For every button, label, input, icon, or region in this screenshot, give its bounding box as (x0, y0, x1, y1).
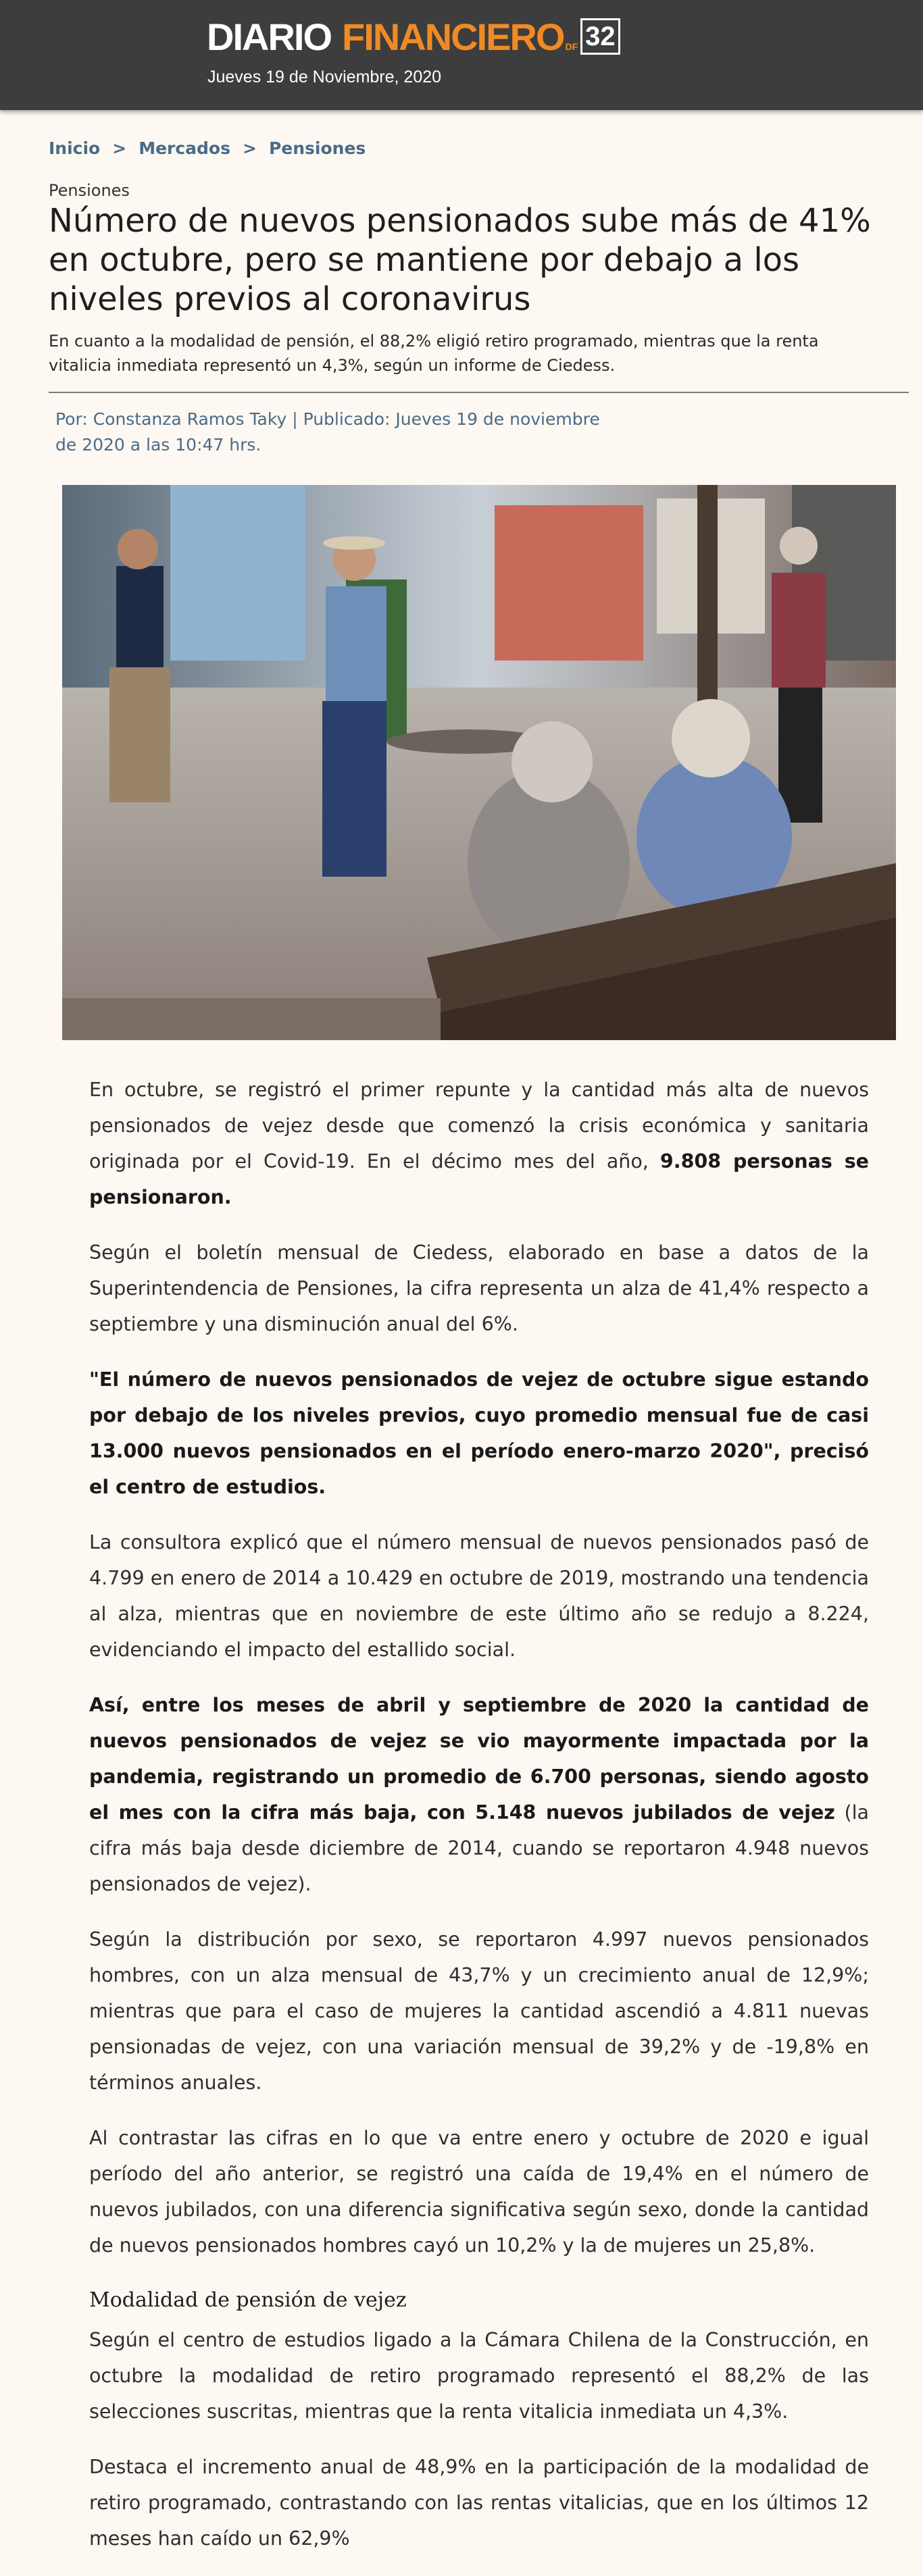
article-photo (62, 485, 896, 1040)
breadcrumb-link-pensiones[interactable]: Pensiones (268, 138, 366, 158)
site-logo[interactable] (207, 15, 620, 58)
paragraph-8: Según el centro de estudios ligado a la Cámara Chilena de la Construcción, en octubre la modalidad de retiro programado representó el 88,2% de las selecciones suscritas, mientras que la renta vitalicia inmediata un 4,3%. (89, 2329, 869, 2423)
article-subheading: Modalidad de pensión de vejez (89, 2288, 407, 2312)
paragraph-2: Según el boletín mensual de Ciedess, elaborado en base a datos de la Superintendencia de Pensiones, la cifra representa un alza de 41,4% respecto a septiembre y una disminución anual del 6%. (89, 1241, 869, 1335)
section-label: Pensiones (49, 181, 130, 200)
paragraph-1-text: En octubre, se registró el primer repunte y la cantidad más alta de nuevos pensionados de vejez desde que comenzó la crisis económica y sanitaria originada por el Covid-19. En el décimo mes del año, (89, 1079, 869, 1173)
logo-anniversary-box: 32 (580, 18, 620, 55)
paragraph-3 (89, 1362, 869, 1505)
article-title: Número de nuevos pensionados sube más de 41% en octubre, pero se mantiene por debajo a los niveles previos al coronavirus (49, 202, 871, 318)
paragraph-9: Destaca el incremento anual de 48,9% en la participación de la modalidad de retiro programado, contrastando con las rentas vitalicias, que en los últimos 12 meses han caído un 62,9% (89, 2456, 869, 2550)
paragraph-1 (89, 1072, 869, 1215)
article-byline: Por: Constanza Ramos Taky | Publicado: Jueves 19 de noviembre de 2020 a las 10:47 hrs. (55, 409, 600, 455)
paragraph-3-attribution: , precisó el centro de estudios. (89, 1440, 869, 1498)
breadcrumb (49, 138, 366, 158)
breadcrumb-link-mercados[interactable]: Mercados (139, 138, 230, 158)
paragraph-5-lead: Así, (89, 1694, 142, 1716)
paragraph-5-highlight: entre los meses de abril y septiembre de 2020 la cantidad de nuevos pensionados de vejez se vio mayormente impactada por la pandemia, registrando un promedio de 6.700 personas, siendo agosto el mes con la cifra más baja, con 5.148 nuevos jubilados de vejez (89, 1694, 869, 1824)
breadcrumb-link-inicio[interactable]: Inicio (49, 138, 101, 158)
logo-word-diario: DIARIO (207, 15, 331, 58)
breadcrumb-separator: > (243, 138, 257, 158)
paragraph-6: Según la distribución por sexo, se reportaron 4.997 nuevos pensionados hombres, con un alza mensual de 43,7% y un crecimiento anual de 12,9%; mientras que para el caso de mujeres la cantidad ascendió a 4.811 nuevas pensionadas de vejez, con una variación mensual de 39,2% y de -19,8% en términos anuales. (89, 1928, 869, 2094)
header-date: Jueves 19 de Noviembre, 2020 (207, 68, 442, 86)
logo-df-mark: DF (565, 41, 578, 52)
paragraph-4: La consultora explicó que el número mensual de nuevos pensionados pasó de 4.799 en enero de 2014 a 10.429 en octubre de 2019, mostrando una tendencia al alza, mientras que en noviembre de este último año se redujo a 8.224, evidenciando el impacto del estallido social. (89, 1531, 869, 1661)
article-body (89, 1072, 869, 2576)
header-divider (49, 392, 909, 393)
site-header (0, 0, 923, 110)
photo-pensioners-icon (62, 485, 896, 1040)
article-lede: En cuanto a la modalidad de pensión, el 88,2% eligió retiro programado, mientras que la renta vitalicia inmediata representó un 4,3%, según un informe de Ciedess. (49, 332, 819, 375)
paragraph-7: Al contrastar las cifras en lo que va entre enero y octubre de 2020 e igual período del año anterior, se registró una caída de 19,4% en el número de nuevos jubilados, con una diferencia significativa según sexo, donde la cantidad de nuevos pensionados hombres cayó un 10,2% y la de mujeres un 25,8%. (89, 2127, 869, 2257)
paragraph-5-text: (la cifra más baja desde diciembre de 2014, cuando se reportaron 4.948 nuevos pensionados de vejez). (89, 1801, 870, 1895)
paragraph-3-quote: "El número de nuevos pensionados de vejez de octubre sigue estando por debajo de los niveles previos, cuyo promedio mensual fue de casi 13.000 nuevos pensionados en el período enero-marzo 2020" (89, 1368, 869, 1462)
paragraph-1-highlight: 9.808 personas se pensionaron. (89, 1150, 870, 1208)
paragraph-5 (89, 1687, 869, 1902)
breadcrumb-separator: > (112, 138, 127, 158)
logo-word-financiero: FINANCIERO (342, 15, 564, 58)
